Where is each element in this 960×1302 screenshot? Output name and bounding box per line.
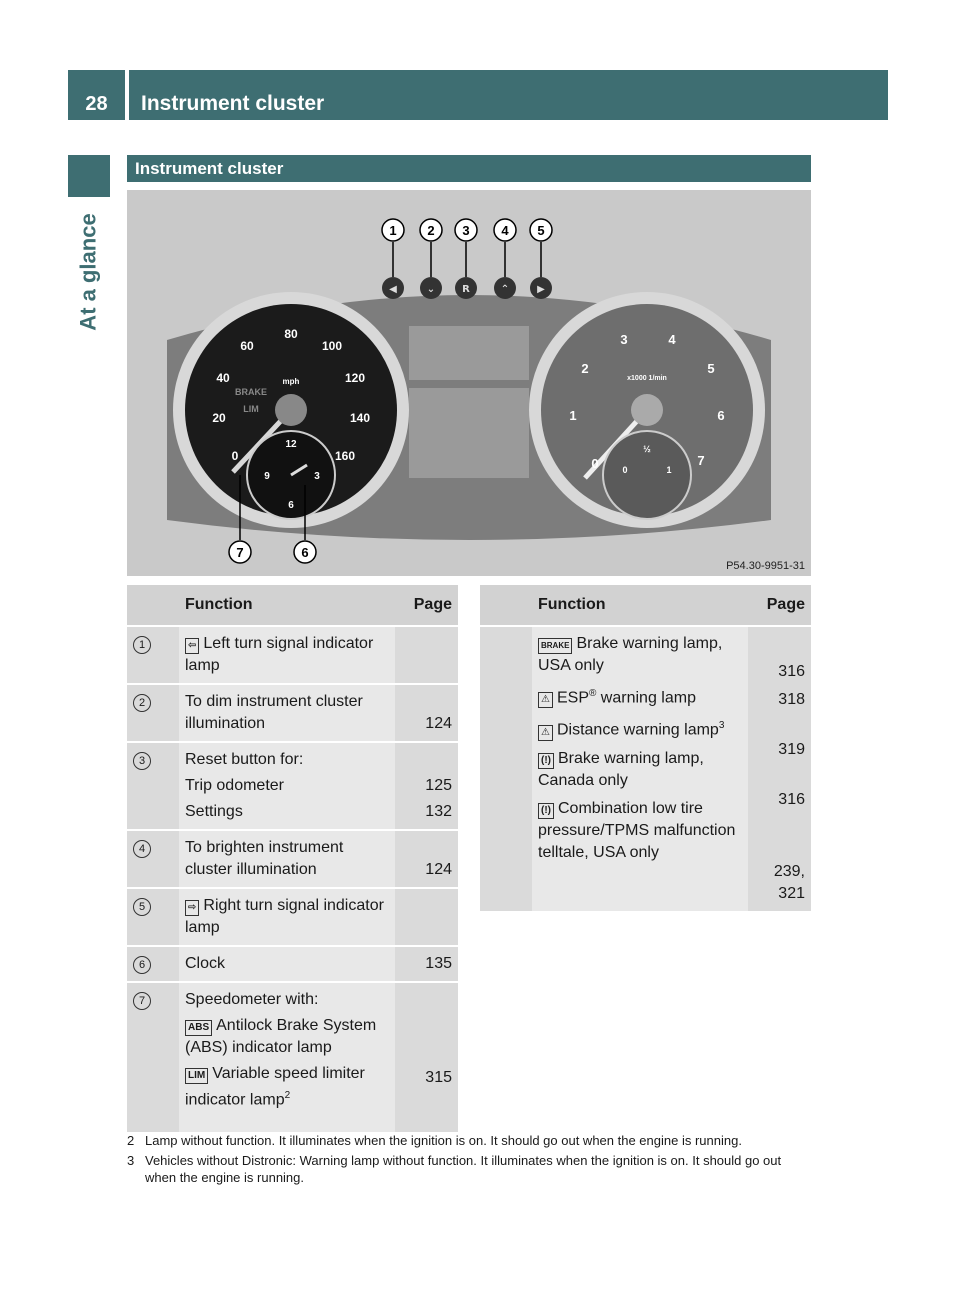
clock-label-6: 6	[288, 500, 294, 511]
header-num	[127, 585, 179, 626]
callout-label-2: 2	[427, 223, 435, 238]
function-table-right	[480, 585, 811, 911]
callout-label-6: 6	[301, 545, 309, 560]
speedo-label-40: 40	[216, 371, 230, 385]
item-text: Brake warning lamp, Canada only	[538, 749, 704, 789]
footnotes	[127, 1132, 811, 1186]
callout-num: 2	[133, 694, 151, 712]
speedo-label-100: 100	[321, 339, 343, 353]
sub-page-trip-odometer: 125	[425, 777, 452, 794]
footnote-number: 3	[127, 1153, 135, 1168]
tacho-label-3: 3	[620, 332, 628, 347]
figure-code: P54.30-9951-31	[726, 560, 805, 572]
table-header	[480, 585, 811, 626]
reset-r-icon: R	[462, 284, 470, 295]
function-table-left	[127, 585, 458, 1132]
instrument-cluster-illustration	[127, 190, 811, 576]
abs-icon: ABS	[185, 1020, 212, 1036]
callout-label-4: 4	[501, 223, 509, 238]
chevron-up-icon: ⌃	[500, 284, 510, 295]
registered-mark: ®	[588, 688, 597, 699]
callout-num: 7	[133, 992, 151, 1010]
right-turn-icon: ⇨	[185, 900, 199, 916]
header-page: Page	[395, 585, 458, 626]
side-tab-label	[68, 197, 110, 347]
row-page: 124	[395, 830, 458, 888]
footnote-text: Vehicles without Distronic: Warning lamp without function. It illuminates when the ignition is on. It should go out when the engine is running.	[145, 1153, 782, 1185]
page-number: 28	[68, 70, 125, 120]
table-row	[127, 742, 458, 830]
row-page	[395, 888, 458, 946]
esp-warning-icon: ⚠	[538, 692, 553, 708]
side-tab-text: At a glance	[76, 213, 101, 331]
item-page: 316	[778, 791, 805, 808]
clock-label-3: 3	[314, 471, 320, 482]
table-row	[127, 830, 458, 888]
item-page: 321	[778, 885, 805, 902]
row-text: To dim instrument cluster illumination	[179, 684, 395, 742]
fuel-label-half: ½	[643, 444, 651, 454]
speedo-unit: mph	[282, 377, 300, 386]
display-lower	[409, 388, 529, 478]
left-arrow-icon: ◀	[389, 284, 397, 295]
header-num	[480, 585, 532, 626]
item-page: 319	[778, 741, 805, 758]
speedo-lamp-lim: LIM	[243, 404, 259, 414]
chapter-title: Instrument cluster	[129, 70, 888, 120]
row-page: 135	[395, 946, 458, 982]
row-text: Speedometer with:	[185, 991, 319, 1008]
tachometer-hub	[631, 394, 663, 426]
item-text: ESP	[556, 689, 589, 707]
table-row	[127, 946, 458, 982]
table-row	[480, 626, 811, 911]
item-page: 318	[778, 691, 805, 708]
sub-item-settings: Settings	[185, 803, 243, 820]
table-row	[127, 888, 458, 946]
footnote-number: 2	[127, 1133, 135, 1148]
callout-label-1: 1	[389, 223, 397, 238]
table-row	[127, 982, 458, 1132]
row-text: Clock	[179, 946, 395, 982]
row-text: To brighten instrument cluster illumination	[179, 830, 395, 888]
speedo-label-60: 60	[240, 339, 254, 353]
tacho-label-5: 5	[707, 361, 715, 376]
speedo-label-20: 20	[212, 411, 226, 425]
row-text: Left turn signal indicator lamp	[185, 635, 374, 674]
abs-page: 315	[425, 1069, 452, 1086]
sub-item-trip-odometer: Trip odometer	[185, 777, 284, 794]
tacho-label-6: 6	[717, 408, 725, 423]
header-function: Function	[532, 585, 748, 626]
item-text: Combination low tire pressure/TPMS malfunction telltale, USA only	[538, 799, 736, 861]
callout-num: 3	[133, 752, 151, 770]
lim-icon: LIM	[185, 1068, 208, 1084]
tacho-label-7: 7	[697, 453, 705, 468]
callout-num: 6	[133, 956, 151, 974]
section-title: Instrument cluster	[127, 155, 811, 182]
item-page: 316	[778, 663, 805, 680]
fuel-label-1: 1	[666, 465, 672, 475]
header-page: Page	[748, 585, 811, 626]
table-row	[127, 684, 458, 742]
distance-warning-icon: ⚠	[538, 725, 553, 741]
header-function: Function	[179, 585, 395, 626]
table-row	[127, 626, 458, 684]
item-text: Brake warning lamp, USA only	[538, 635, 723, 674]
speedo-label-140: 140	[349, 411, 371, 425]
display-upper	[409, 326, 529, 380]
fuel-label-0: 0	[622, 465, 628, 475]
callout-num: 4	[133, 840, 151, 858]
instrument-cluster-figure	[127, 190, 811, 576]
brake-warning-canada-icon: (!)	[538, 753, 554, 769]
item-text: Distance warning lamp	[556, 721, 719, 739]
tacho-label-2: 2	[581, 361, 589, 376]
speedo-label-120: 120	[344, 371, 366, 385]
speedometer-hub	[275, 394, 307, 426]
abs-text: Antilock Brake System (ABS) indicator lamp	[185, 1017, 377, 1056]
tacho-label-0: 0	[591, 456, 599, 471]
lim-text: Variable speed limiter indicator lamp	[185, 1065, 365, 1109]
footnote-ref-3: 3	[718, 720, 725, 732]
footnote-text: Lamp without function. It illuminates when the ignition is on. It should go out when the engine is running.	[145, 1133, 742, 1148]
item-text: warning lamp	[596, 689, 696, 707]
row-text: Right turn signal indicator lamp	[185, 897, 384, 936]
tacho-label-1: 1	[569, 408, 577, 423]
callout-num: 1	[133, 636, 151, 654]
footnote-ref-2: 2	[284, 1090, 291, 1101]
page-header	[68, 70, 888, 120]
footnote	[127, 1152, 811, 1186]
tire-pressure-icon: (!)	[538, 803, 554, 819]
callout-label-7: 7	[236, 545, 244, 560]
clock-label-12: 12	[285, 439, 297, 450]
speedo-label-0: 0	[231, 449, 239, 463]
speedo-label-160: 160	[334, 449, 356, 463]
sub-page-settings: 132	[425, 803, 452, 820]
tacho-label-4: 4	[668, 332, 676, 347]
row-text: Reset button for:	[185, 751, 304, 768]
row-page: 124	[395, 684, 458, 742]
left-turn-icon: ⇦	[185, 638, 199, 654]
right-arrow-icon: ▶	[537, 284, 545, 295]
callout-label-5: 5	[537, 223, 545, 238]
callout-label-3: 3	[462, 223, 470, 238]
item-page: 239,	[773, 863, 805, 880]
chevron-down-icon: ⌄	[426, 284, 436, 295]
row-page	[395, 626, 458, 684]
callout-num: 5	[133, 898, 151, 916]
brake-icon: BRAKE	[538, 638, 572, 654]
speedo-label-80: 80	[284, 327, 298, 341]
tacho-unit: x1000 1/min	[627, 375, 667, 382]
table-header	[127, 585, 458, 626]
clock-label-9: 9	[264, 471, 270, 482]
side-tab	[68, 155, 110, 197]
speedo-lamp-brake: BRAKE	[234, 387, 268, 397]
footnote	[127, 1132, 811, 1149]
